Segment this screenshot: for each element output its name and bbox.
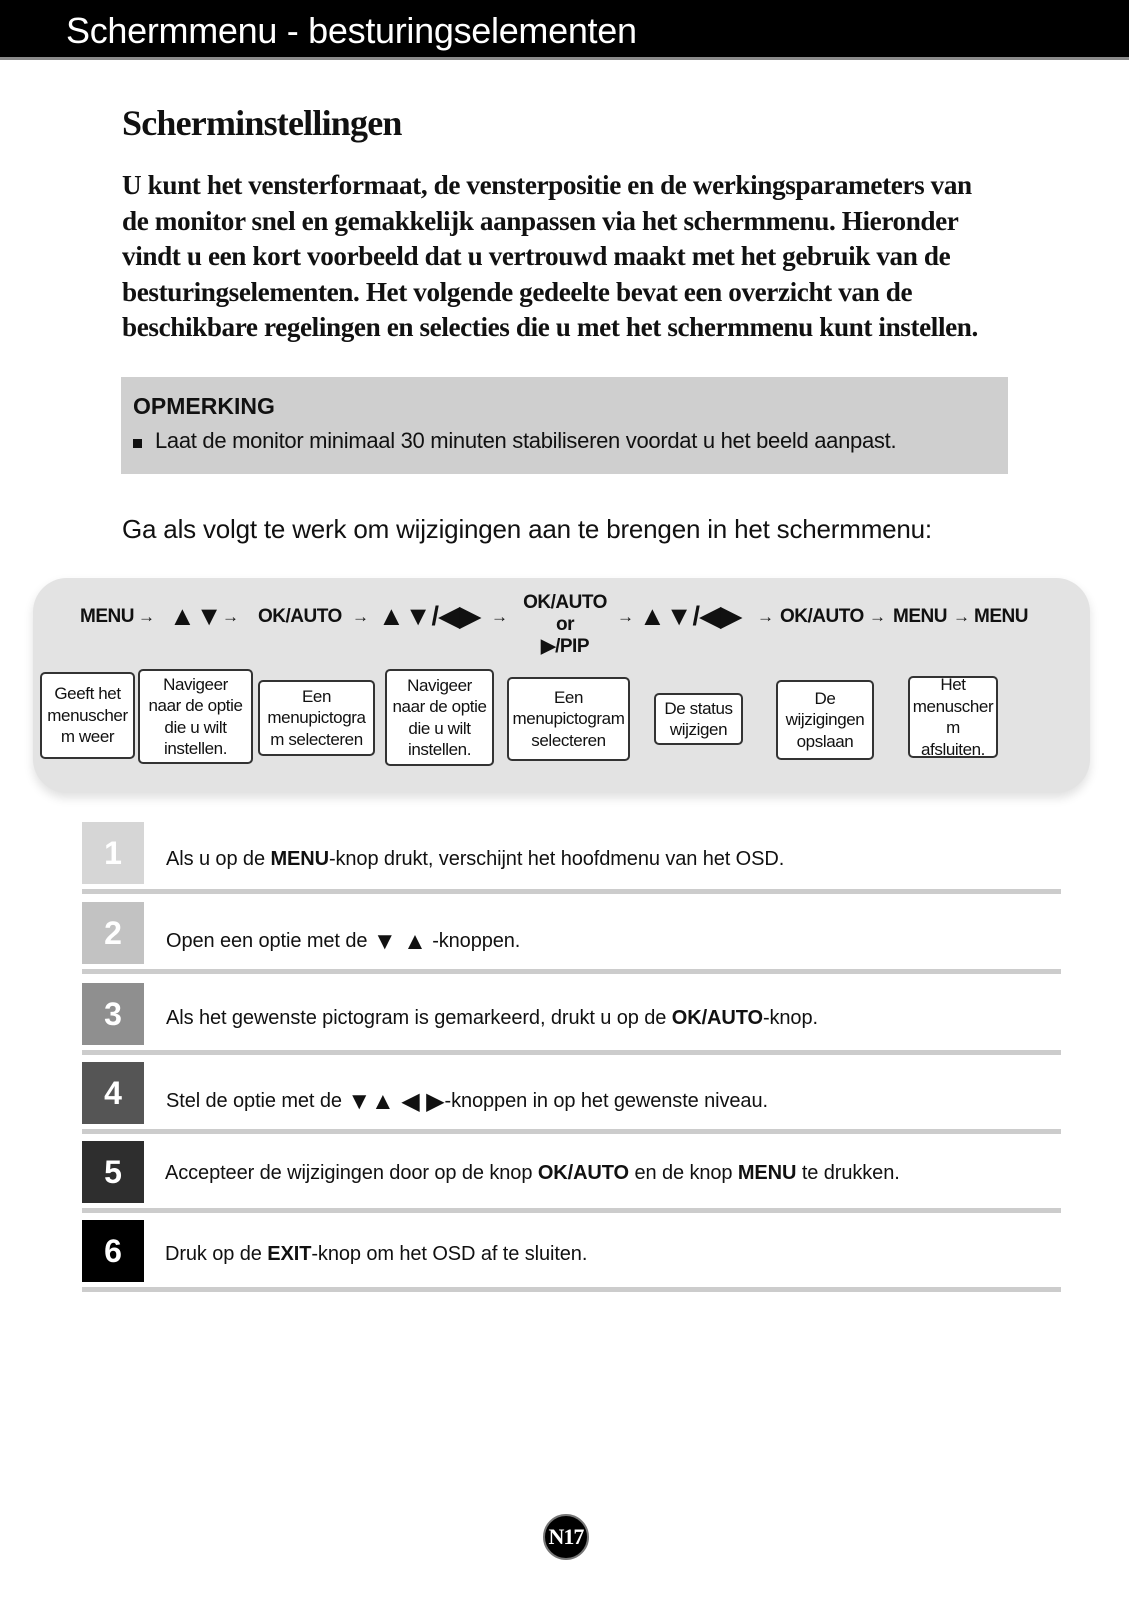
flow-menu-label: MENU [893,606,947,627]
flow-step-box [138,669,253,764]
flow-step-text: Navigeer naar de optie die u wilt instellen. [148,674,243,758]
page-number-badge: N17 [543,1514,589,1560]
flow-okauto-label: OK/AUTO [523,592,607,613]
flow-step-text: Het menuscher m afsluiten. [912,675,994,759]
step-row [82,1141,1061,1205]
step-number-badge: 4 [82,1062,144,1124]
flow-arrow-icon: → [222,607,239,626]
step-divider [82,1050,1061,1055]
header-bar [0,0,1129,60]
step-row [82,1062,1061,1126]
flow-step-text: Navigeer naar de optie die u wilt instellen. [392,675,487,759]
flow-step-box [385,669,494,766]
flow-arrow-icon: → [953,607,970,626]
step-text: Als u op de MENU-knop drukt, verschijnt het hoofdmenu van het OSD. [166,848,785,870]
flow-arrow-icon: → [869,607,886,626]
note-title: OPMERKING [133,393,275,419]
header-title: Schermmenu - besturingselementen [66,10,637,51]
flow-arrow-icon: → [757,607,774,626]
step-number-badge: 6 [82,1220,144,1282]
step-row [82,902,1061,966]
step-number-badge: 1 [82,822,144,884]
step-text: Druk op de EXIT-knop om het OSD af te sluiten. [165,1243,588,1265]
step-number-badge: 2 [82,902,144,964]
flow-okauto-label: OK/AUTO [780,606,864,627]
flow-step-box [654,693,743,745]
bullet-icon [133,439,142,448]
flow-or-label: or [556,614,574,635]
up-down-left-right-icon: ▲▼/◀▶ [378,601,481,631]
flow-arrow-icon: → [138,607,155,626]
arrow-keys-icon: ▼▲ ◀ ▶ [347,1088,445,1115]
down-up-icon: ▼ ▲ [372,928,427,955]
step-text: Als het gewenste pictogram is gemarkeerd, drukt u op de OK/AUTO-knop. [166,1007,818,1029]
flow-ok-or-pip [520,592,610,658]
flow-step-text: De status wijzigen [664,698,733,739]
step-row [82,822,1061,886]
step-divider [82,1287,1061,1292]
flow-okauto-label: OK/AUTO [258,606,342,627]
intro-paragraph: U kunt het vensterformaat, de vensterpositie en de werkingsparameters van de monitor snel en gemakkelijk aanpassen via het schermmenu. Hieronder vindt u een kort voorbeeld dat u vertrouwd maakt met het gebruik van de besturingselementen. Het volgende gedeelte bevat een overzicht van de beschikbare regelingen en selecties die u met het schermmenu kunt instellen. [122,170,978,342]
flow-arrow-icon: → [617,607,634,626]
step-divider [82,1129,1061,1134]
step-number-badge: 3 [82,983,144,1045]
step-row [82,1220,1061,1284]
flow-step-text: Een menupictogram selecteren [512,687,625,750]
flow-step-box [40,672,135,759]
up-down-icon: ▲▼ [169,601,223,631]
flow-step-box [507,677,630,761]
flow-pip-label: ▶/PIP [540,636,589,657]
flow-step-box [776,680,874,760]
note-box [121,377,1008,474]
step-text: Open een optie met de ▼ ▲ -knoppen. [166,928,521,955]
section-title: Scherminstellingen [122,103,402,143]
flow-step-box [908,676,998,758]
step-text: Stel de optie met de ▼▲ ◀ ▶-knoppen in op het gewenste niveau. [166,1088,768,1115]
flow-step-text: Een menupictogra m selecteren [267,686,366,749]
flow-menu-label: MENU [80,606,134,627]
flow-arrow-icon: → [352,607,369,626]
lead-text: Ga als volgt te werk om wijzigingen aan te brengen in het schermmenu: [122,514,932,544]
step-number-badge: 5 [82,1141,144,1203]
flow-step-text: Geeft het menuscher m weer [47,684,128,747]
flow-menu-label: MENU [974,606,1028,627]
note-text: Laat de monitor minimaal 30 minuten stabiliseren voordat u het beeld aanpast. [155,428,897,453]
step-divider [82,889,1061,894]
up-down-left-right-icon: ▲▼/◀▶ [639,601,742,631]
step-divider [82,969,1061,974]
step-text: Accepteer de wijzigingen door op de knop OK/AUTO en de knop MENU te drukken. [165,1162,900,1184]
step-row [82,983,1061,1047]
step-divider [82,1208,1061,1213]
flow-step-box [258,680,375,756]
flow-arrow-icon: → [491,607,508,626]
flow-step-text: De wijzigingen opslaan [785,688,865,751]
